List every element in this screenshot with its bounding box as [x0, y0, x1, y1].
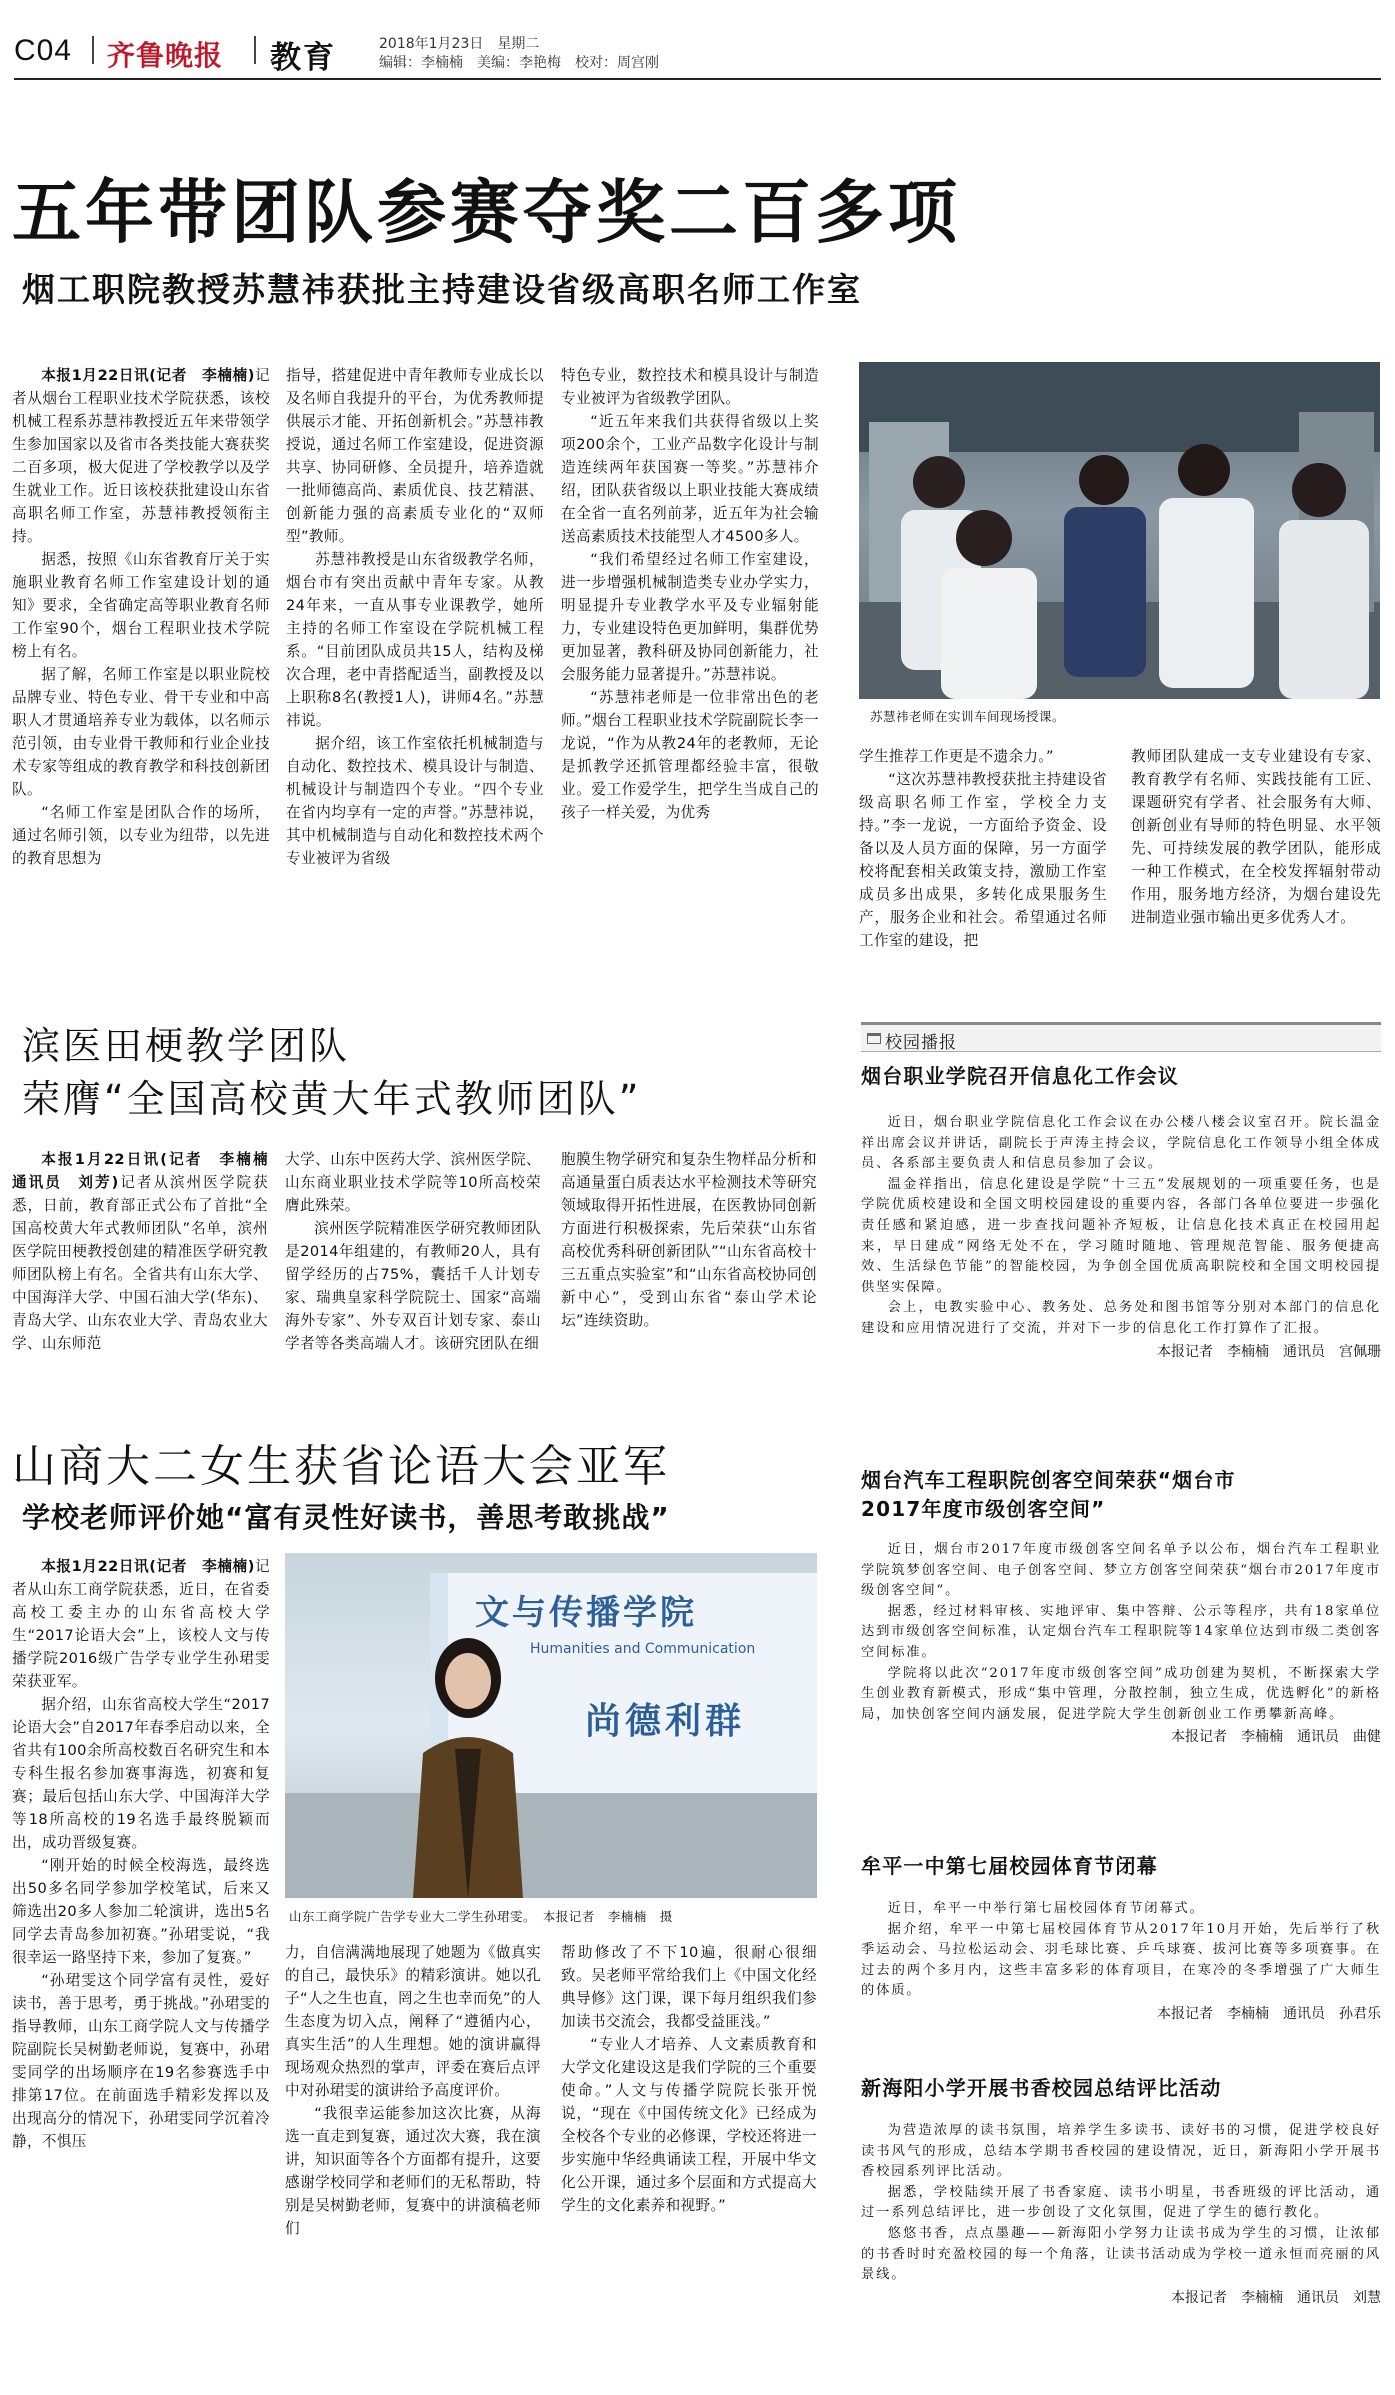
workshop-scene [859, 362, 1380, 699]
teacher-figure [1064, 455, 1146, 677]
third-headline: 山商大二女生获省论语大会亚军 [12, 1441, 670, 1492]
lead-photo-caption: 苏慧祎老师在实训车间现场授课。 [870, 709, 1066, 724]
campus-item-1: 烟台职业学院召开信息化工作会议 近日，烟台职业学院信息化工作会议在办公楼八楼会议室召开。院长温金祥出席会议并讲话，副院长于声涛主持会议，学院信息化工作领导小组全体成员、各系部主要负责人和信息员参加了会议。 温金祥指出，信息化建设是学院“十三五”发展规划的一项重要任务，也是学院优质校建设和全国文明校园建设的重要内容，各部门各单位要进一步强化责任感和紧迫感，进一步查找问题补齐短板，让信息化技术真正在校园用起来，早日建成“网络无处不在，学习随时随地、管理规范智能、服务便捷高效、生活绿色节能”的智能校园，为争创全国优质高职院校和全国文明校园提供坚实保障。 会上，电教实验中心、教务处、总务处和图书馆等分别对本部门的信息化建设和应用情况进行了交流，并对下一步的信息化工作打算作了汇报。 本报记者 李楠楠 通讯员 宫佩珊 [861, 1062, 1381, 1364]
third-column-3: 帮助修改了不下10遍，很耐心很细致。吴老师平常给我们上《中国文化经典导修》这门课，课下每月组织我们参加读书交流会，我都受益匪浅。” “专业人才培养、人文素质教育和大学文化建设这是我们学院的三个重要使命。”人文与传播学院院长张开悦说，“现在《中国传统文化》已经成为全校各个专业的必修课，学校还将进一步实施中华经典诵读工程，开展中华文化公开课，通过多个层面和方式提高大学生的文化素养和视野。” [561, 1944, 817, 2214]
campus-item-3-signature: 本报记者 李楠楠 通讯员 孙君乐 [1157, 2005, 1381, 2022]
lead-photo [859, 362, 1380, 699]
campus-item-2-title: 烟台汽车工程职院创客空间荣获“烟台市2017年度市级创客空间” [861, 1468, 1236, 1521]
campus-item-1-signature: 本报记者 李楠楠 通讯员 宫佩珊 [1157, 1343, 1381, 1360]
campus-item-3: 牟平一中第七届校园体育节闭幕 近日，牟平一中举行第七届校园体育节闭幕式。 据介绍，牟平一中第七届校园体育节从2017年10月开始，先后举行了秋季运动会、马拉松运动会、羽毛球比赛、乒乓球赛、拔河比赛等多项赛事。在过去的两个多月内，这些丰富多彩的体育项目，在寒冷的冬季增强了广大师生的体质。 本报记者 李楠楠 通讯员 孙君乐 [861, 1852, 1381, 2026]
campus-item-4-title: 新海阳小学开展书香校园总结评比活动 [861, 2076, 1222, 2100]
lead-column-2: 指导，搭建促进中青年教师专业成长以及名师自我提升的平台，为优秀教师提供展示才能、开拓创新机会。”苏慧祎教授说，通过名师工作室建设，促进资源共享、协同研修、全员提升，培养造就一批师德高尚、素质优良、技艺精湛、创新能力强的高素质专业化的“双师型”教师。 苏慧祎教授是山东省级教学名师，烟台市有突出贡献中青年专家。从教24年来，一直从事专业课教学，她所主持的名师工作室设在学院机械工程系。“目前团队成员共15人，结构及梯次合理，老中青搭配适当，副教授及以上职称8名(教授1人)，讲师4名。”苏慧祎说。 据介绍，该工作室依托机械制造与自动化、数控技术、模具设计与制造、机械设计与制造四个专业。“四个专业在省内均享有一定的声誉。”苏慧祎说，其中机械制造与自动化和数控技术两个专业被评为省级 [286, 367, 544, 867]
issue-date: 2018年1月23日 星期二 [379, 36, 540, 52]
second-headline-line-1: 滨医田梗教学团队 [22, 1024, 351, 1068]
editors-line: 编辑：李楠楠 美编：李艳梅 校对：周宫刚 [379, 55, 659, 71]
header-rule [14, 78, 1381, 80]
header-divider-1 [92, 36, 94, 64]
campus-item-2: 烟台汽车工程职院创客空间荣获“烟台市2017年度市级创客空间” 近日，烟台市2017年度市级创客空间名单予以公布，烟台汽车工程职业学院筑梦创客空间、电子创客空间、梦立方创客空间荣获“烟台市2017年度市级创客空间”。 据悉，经过材料审核、实地评审、集中答辩、公示等程序，共有18家单位达到市级创客空间标准，认定烟台汽车工程职院等14家单位达到市级二类创客空间标准。 学院将以此次“2017年度市级创客空间”成功创建为契机，不断探索大学生创业教育新模式，形成“集中管理，分散控制，独立生成，优选孵化”的新格局，加快创客空间内涵发展，促进学院大学生创新创业工作勇攀新高峰。 本报记者 李楠楠 通讯员 曲健 [861, 1466, 1381, 1749]
campus-news-header-bar [861, 1022, 1381, 1052]
lead-subheadline: 烟工职院教授苏慧祎获批主持建设省级高职名师工作室 [22, 270, 862, 309]
lead-column-4: 学生推荐工作更是不遗余力。” “这次苏慧祎教授获批主持建设省级高职名师工作室，学校全力支持。”李一龙说，一方面给予资金、设备以及人员方面的保障，另一方面学校将配套相关政策支持，激励工作室成员多出成果，多转化成果服务生产，服务企业和社会。希望通过名师工作室的建设，把 [859, 748, 1107, 949]
page-number: C04 [14, 34, 73, 67]
lead-column-3: 特色专业，数控技术和模具设计与制造专业被评为省级教学团队。 “近五年来我们共获得省级以上奖项200余个，工业产品数字化设计与制造连续两年获国赛一等奖。”苏慧祎介绍，团队获省级以上职业技能大赛成绩在全省一直名列前茅，近五年为社会输送高素质技术技能型人才4500多人。 “我们希望经过名师工作室建设，进一步增强机械制造类专业办学实力，明显提升专业教学水平及专业辐射能力，专业建设特色更加鲜明，集群优势更加显著，教科研及协同创新能力，社会服务能力显著提升。”苏慧祎说。 “苏慧祎老师是一位非常出色的老师。”烟台工程职业技术学院副院长李一龙说，“作为从教24年的老教师，无论是抓教学还抓管理都经验丰富，很敬业。爱工作爱学生，把学生当成自己的孩子一样关爱，为优秀 [561, 367, 819, 821]
campus-item-3-title: 牟平一中第七届校园体育节闭幕 [861, 1854, 1158, 1878]
lead-headline: 五年带团队参赛夺奖二百多项 [12, 173, 961, 253]
campus-item-4: 新海阳小学开展书香校园总结评比活动 为营造浓厚的读书氛围，培养学生多读书、读好书的习惯，促进学校良好读书风气的形成，总结本学期书香校园的建设情况，近日，新海阳小学开展书香校园系列评比活动。 据悉，学校陆续开展了书香家庭、读书小明星，书香班级的评比活动，通过一系列总结评比，进一步创设了文化氛围，促进了学生的德行教化。 悠悠书香，点点墨趣——新海阳小学努力让读书成为学生的习惯，让浓郁的书香时时充盈校园的每一个角落，让读书活动成为学校一道永恒而亮丽的风景线。 本报记者 李楠楠 通讯员 刘慧 [861, 2074, 1381, 2310]
student-portrait [285, 1553, 817, 1898]
second-headline-line-2: 荣膺“全国高校黄大年式教师团队” [22, 1077, 642, 1121]
header-divider-2 [254, 36, 256, 64]
second-column-1: 本报1月22日讯(记者 李楠楠 通讯员 刘芳)记者从滨州医学院获悉，日前，教育部正式公布了首批“全国高校黄大年式教师团队”名单，滨州医学院田梗教授创建的精准医学研究教师团队榜上有名。全省共有山东大学、中国海洋大学、中国石油大学(华东)、青岛大学、山东农业大学、青岛农业大学、山东师范 [12, 1151, 283, 1352]
lead-column-1: 本报1月22日讯(记者 李楠楠)记者从烟台工程职业技术学院获悉，该校机械工程系苏慧祎教授近五年来带领学生参加国家以及省市各类技能大赛获奖二百多项，极大促进了学校教学以及学生就业工作。近日该校获批建设山东省高职名师工作室，苏慧祎教授领衔主持。 据悉，按照《山东省教育厅关于实施职业教育名师工作室建设计划的通知》要求，全省确定高等职业教育名师工作室90个，烟台工程职业技术学院榜上有名。 据了解，名师工作室是以职业院校品牌专业、特色专业、骨干专业和中高职人才贯通培养专业为载体，以名师示范引领，由专业骨干教师和行业企业技术专家等组成的教育教学和科技创新团队。 “名师工作室是团队合作的场所，通过名师引领，以专业为纽带，以先进的教育思想为 [12, 367, 271, 867]
second-byline: 本报1月22日讯(记者 李楠楠 通讯员 刘芳) [12, 1151, 283, 1191]
wall-motto: 尚德利群 [585, 1701, 746, 1742]
broadcast-icon [867, 1033, 881, 1044]
campus-news-header-label: 校园播报 [885, 1033, 957, 1053]
third-subheadline: 学校老师评价她“富有灵性好读书，善思考敢挑战” [22, 1501, 670, 1534]
lead-column-5: 教师团队建成一支专业建设有专家、教育教学有名师、实践技能有工匠、课题研究有学者、社会服务有大师、创新创业有导师的特色明显、水平领先、可持续发展的教学团队，能形成一种工作模式，在全校发挥辐射带动作用，服务地方经济，为烟台建设先进制造业强市输出更多优秀人才。 [1131, 748, 1381, 926]
third-photo [285, 1553, 817, 1898]
third-column-1: 本报1月22日讯(记者 李楠楠)记者从山东工商学院获悉，近日，在省委高校工委主办的山东省高校大学生“2017论语大会”上，该校人文与传播学院2016级广告学专业学生孙珺雯荣获亚军。 据介绍，山东省高校大学生“2017论语大会”自2017年春季启动以来，全省共有100余所高校数百名研究生和本专科生报名参加赛事海选，初赛和复赛；最后包括山东大学、中国海洋大学等18所高校的19名选手最终脱颖而出，成功晋级复赛。 “刚开始的时候全校海选，最终选出50多名同学参加学校笔试，后来又筛选出20多人参加二轮演讲，选出5名同学去青岛参加初赛。”孙珺雯说，“我很幸运一路坚持下来，参加了复赛。” “孙珺雯这个同学富有灵性，爱好读书，善于思考，勇于挑战。”孙珺雯的指导教师，山东工商学院人文与传播学院副院长吴树勤老师说，复赛中，孙珺雯同学的出场顺序在19名参赛选手中排第17位。在前面选手精彩发挥以及出现高分的情况下，孙珺雯同学沉着冷静，不惧压 [12, 1558, 271, 2150]
third-photo-caption: 山东工商学院广告学专业大二学生孙珺雯。 本报记者 李楠楠 摄 [289, 1909, 673, 1924]
lead-byline: 本报1月22日讯(记者 李楠楠) [41, 367, 255, 384]
wall-sign-text: 文与传播学院 [475, 1593, 697, 1633]
third-byline: 本报1月22日讯(记者 李楠楠) [41, 1558, 255, 1575]
masthead-logo: 齐鲁晚报 [107, 39, 224, 72]
third-column-2: 力，自信满满地展现了她题为《做真实的自己，最快乐》的精彩演讲。她以孔子“人之生也直，罔之生也幸而免”的人生态度为切入点，阐释了“遵循内心，真实生活”的人生理想。她的演讲赢得现场观众热烈的掌声，评委在赛后点评中对孙珺雯的演讲给予高度评价。 “我很幸运能参加这次比赛，从海选一直走到复赛，通过次大赛，我在演讲，知识面等各个方面都有提升，这要感谢学校同学和老师们的无私帮助，特别是吴树勤老师，复赛中的讲演稿老师们 [285, 1944, 541, 2237]
second-column-2: 大学、山东中医药大学、滨州医学院、山东商业职业技术学院等10所高校荣膺此殊荣。 滨州医学院精准医学研究教师团队是2014年组建的，有教师20人，具有留学经历的占75%，囊括千人计划专家、瑞典皇家科学院院士、国家“高端海外专家”、外专双百计划专家、泰山学者等各类高端人才。该研究团队在细 [285, 1151, 541, 1352]
student-right-figure [1159, 444, 1254, 688]
campus-item-4-signature: 本报记者 李楠楠 通讯员 刘慧 [1171, 2289, 1381, 2306]
section-title: 教育 [270, 40, 336, 76]
campus-item-2-signature: 本报记者 李楠楠 通讯员 曲健 [1171, 1729, 1381, 1746]
wall-sign-subtext: Humanities and Communication [530, 1641, 756, 1657]
second-column-3: 胞膜生物学研究和复杂生物样品分析和高通量蛋白质表达水平检测技术等研究领域取得开拓性进展，在医教协同创新方面进行积极探索，先后荣获“山东省高校优秀科研创新团队”“山东省高校十三五重点实验室”和“山东省高校协同创新中心”，受到山东省“泰山学术论坛”连续资助。 [561, 1151, 817, 1329]
campus-news-sidebar [861, 1022, 1381, 2377]
campus-item-1-title: 烟台职业学院召开信息化工作会议 [861, 1064, 1179, 1088]
